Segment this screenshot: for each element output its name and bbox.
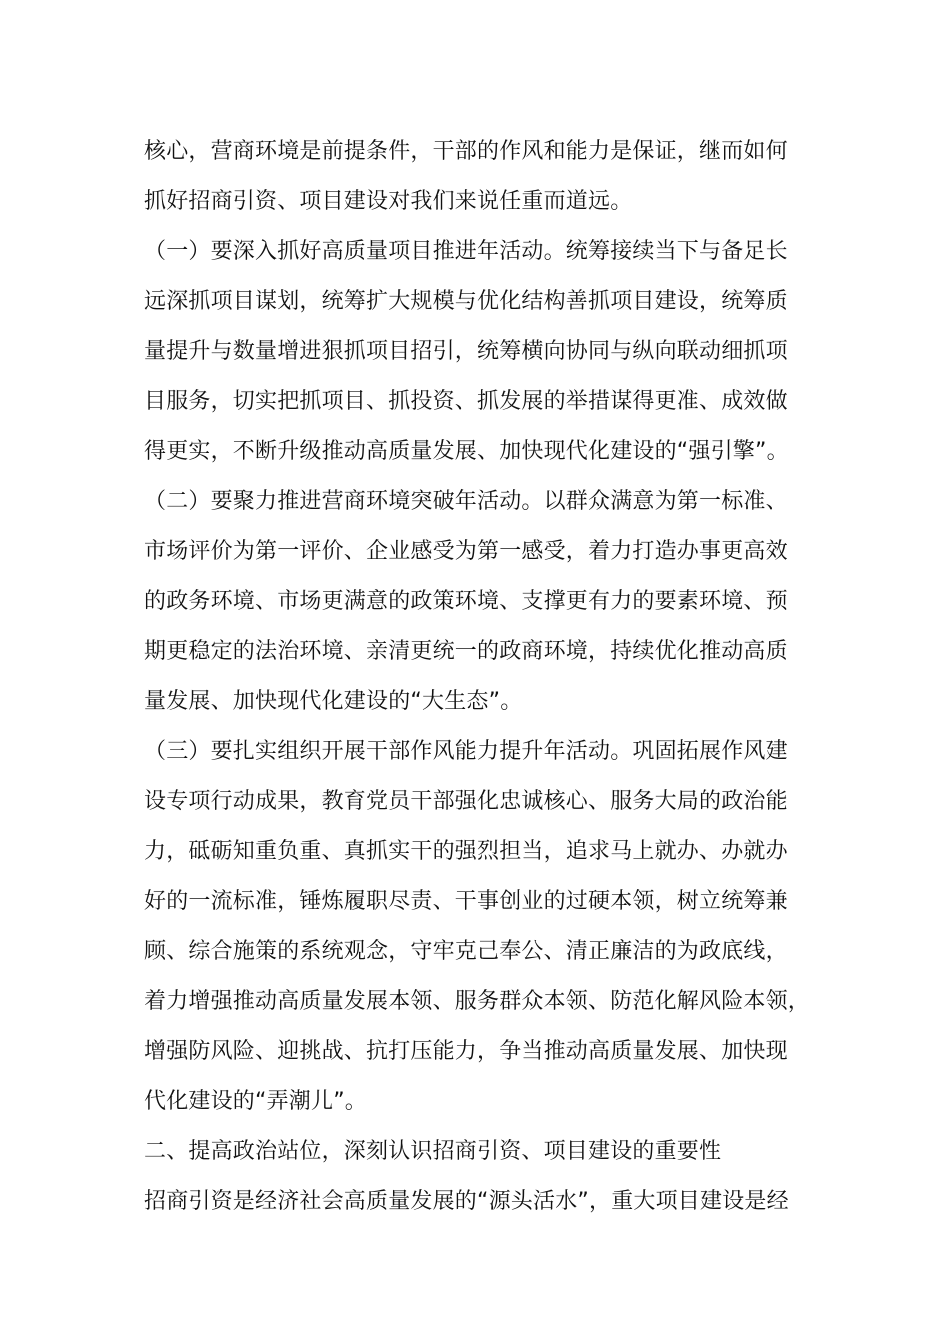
text-line: 二、提高政治站位，深刻认识招商引资、项目建设的重要性 <box>144 1139 722 1164</box>
text-line: 目服务，切实把抓项目、抓投资、抓发展的举措谋得更准、成效做 <box>144 389 788 414</box>
text-line: （二）要聚力推进营商环境突破年活动。以群众满意为第一标准、 <box>144 489 788 514</box>
text-line: 增强防风险、迎挑战、抗打压能力，争当推动高质量发展、加快现 <box>144 1039 788 1064</box>
text-line: 的政务环境、市场更满意的政策环境、支撑更有力的要素环境、预 <box>144 589 788 614</box>
text-line: 市场评价为第一评价、企业感受为第一感受，着力打造办事更高效 <box>144 539 788 564</box>
text-line: 好的一流标准，锤炼履职尽责、干事创业的过硬本领，树立统筹兼 <box>144 889 788 914</box>
text-line: 设专项行动成果，教育党员干部强化忠诚核心、服务大局的政治能 <box>144 789 788 814</box>
text-line: 招商引资是经济社会高质量发展的“源头活水”，重大项目建设是经 <box>144 1189 789 1214</box>
text-line: 得更实，不断升级推动高质量发展、加快现代化建设的“强引擎”。 <box>144 439 789 464</box>
body-text <box>144 127 834 1227</box>
text-line: （一）要深入抓好高质量项目推进年活动。统筹接续当下与备足长 <box>144 239 788 264</box>
text-line: 量提升与数量增进狠抓项目招引，统筹横向协同与纵向联动细抓项 <box>144 339 788 364</box>
text-line: 抓好招商引资、项目建设对我们来说任重而道远。 <box>144 189 633 214</box>
text-line: 期更稳定的法治环境、亲清更统一的政商环境，持续优化推动高质 <box>144 639 788 664</box>
text-line: （三）要扎实组织开展干部作风能力提升年活动。巩固拓展作风建 <box>144 739 788 764</box>
text-line: 代化建设的“弄潮儿”。 <box>144 1089 367 1114</box>
text-line: 力，砥砺知重负重、真抓实干的强烈担当，追求马上就办、办就办 <box>144 839 788 864</box>
text-line: 远深抓项目谋划，统筹扩大规模与优化结构善抓项目建设，统筹质 <box>144 289 788 314</box>
text-line: 着力增强推动高质量发展本领、服务群众本领、防范化解风险本领， <box>144 989 811 1014</box>
text-line: 核心，营商环境是前提条件，干部的作风和能力是保证，继而如何 <box>144 139 788 164</box>
text-line: 量发展、加快现代化建设的“大生态”。 <box>144 689 523 714</box>
text-line: 顾、综合施策的系统观念，守牢克己奉公、清正廉洁的为政底线， <box>144 939 788 964</box>
